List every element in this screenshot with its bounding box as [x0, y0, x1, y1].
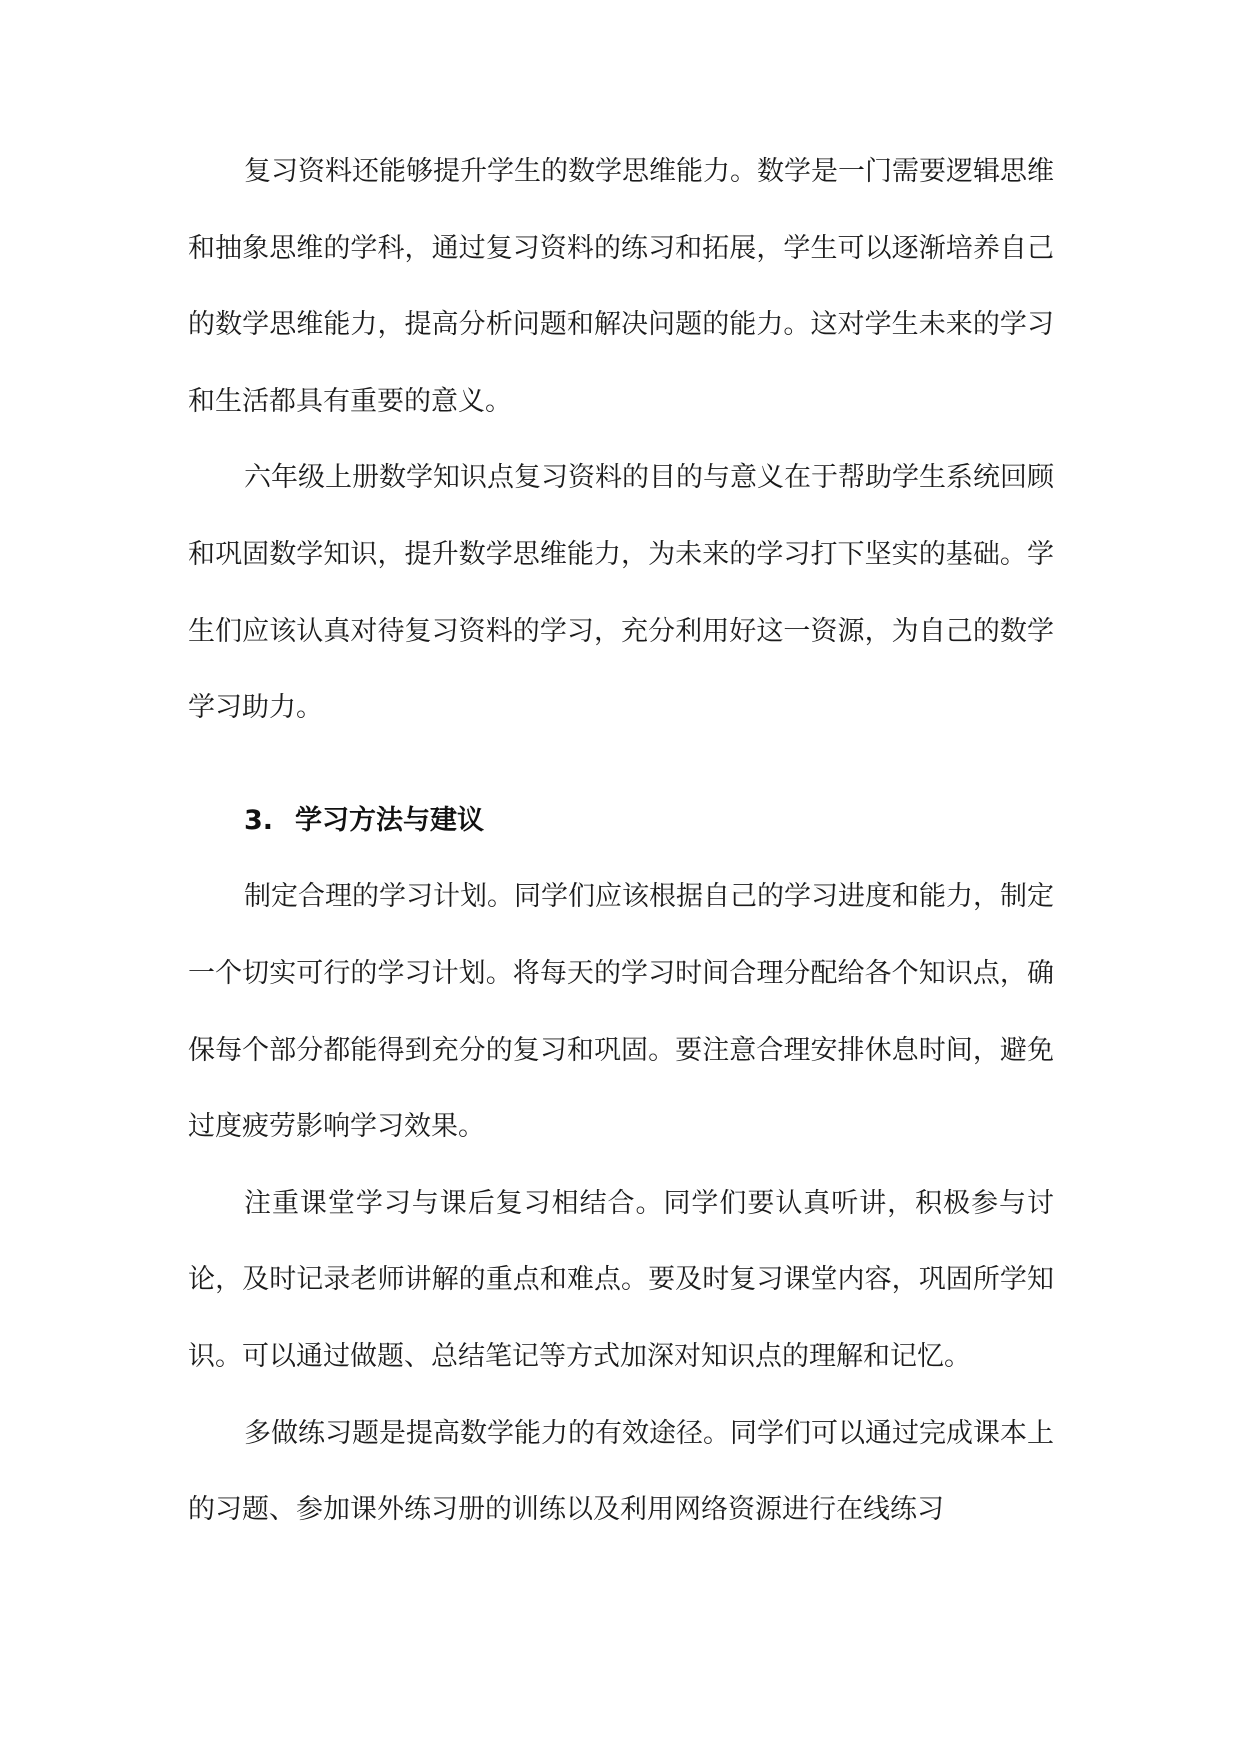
paragraph-study-plan: 制定合理的学习计划。同学们应该根据自己的学习进度和能力，制定一个切实可行的学习计划。将每天的学习时间合理分配给各个知识点，确保每个部分都能得到充分的复习和巩固。要注意合理安排休息时间，避免过度疲劳影响学习效果。 — [188, 881, 1054, 1143]
paragraph-purpose-significance: 六年级上册数学知识点复习资料的目的与意义在于帮助学生系统回顾和巩固数学知识，提升数学思维能力，为未来的学习打下坚实的基础。学生们应该认真对待复习资料的学习，充分利用好这一资源，为自己的数学学习助力。 — [188, 462, 1054, 724]
paragraph-practice: 多做练习题是提高数学能力的有效途径。同学们可以通过完成课本上的习题、参加课外练习册的训练以及利用网络资源进行在线练习 — [188, 1417, 1054, 1526]
document-body — [188, 134, 1054, 1549]
paragraph-math-thinking: 复习资料还能够提升学生的数学思维能力。数学是一门需要逻辑思维和抽象思维的学科，通过复习资料的练习和拓展，学生可以逐渐培养自己的数学思维能力，提高分析问题和解决问题的能力。这对学生未来的学习和生活都具有重要的意义。 — [188, 156, 1054, 417]
section-title: 学习方法与建议 — [295, 804, 485, 836]
section-number: 3. — [244, 804, 274, 836]
section-heading — [188, 783, 1054, 860]
paragraph-class-review: 注重课堂学习与课后复习相结合。同学们要认真听讲，积极参与讨论，及时记录老师讲解的重点和难点。要及时复习课堂内容，巩固所学知识。可以通过做题、总结笔记等方式加深对知识点的理解和记忆。 — [188, 1187, 1054, 1372]
